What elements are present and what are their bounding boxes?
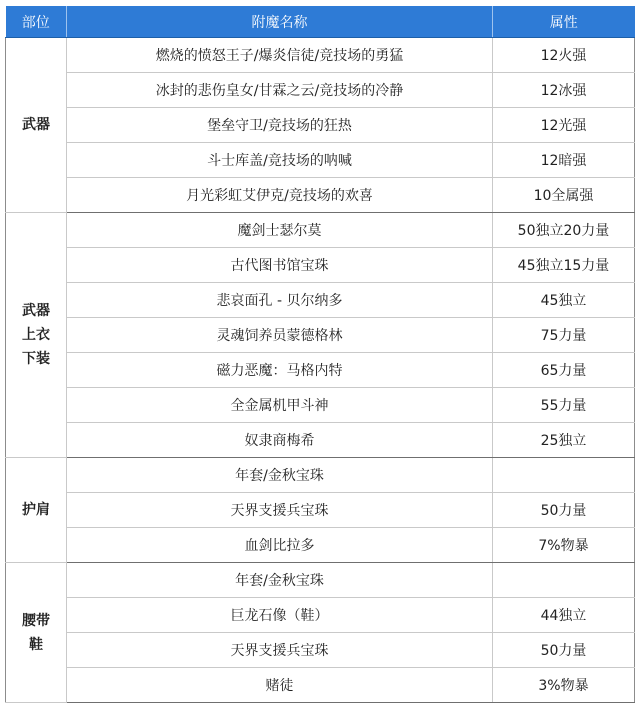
enchant-name-cell: 年套/金秋宝珠 (67, 458, 493, 493)
attribute-cell: 10全属强 (493, 178, 635, 213)
enchant-name-cell: 血剑比拉多 (67, 528, 493, 563)
header-name: 附魔名称 (67, 6, 493, 38)
attribute-cell: 12火强 (493, 38, 635, 73)
enchant-name-cell: 古代图书馆宝珠 (67, 248, 493, 283)
attribute-cell: 45独立 (493, 283, 635, 318)
table-row (6, 563, 635, 598)
enchant-name-cell: 巨龙石像（鞋） (67, 598, 493, 633)
slot-cell (6, 213, 67, 458)
header-row (6, 6, 635, 38)
slot-cell (6, 563, 67, 703)
table-row (6, 248, 635, 283)
table-row (6, 353, 635, 388)
attribute-cell: 55力量 (493, 388, 635, 423)
attribute-cell (493, 458, 635, 493)
slot-cell (6, 458, 67, 563)
table-row (6, 178, 635, 213)
attribute-cell: 50力量 (493, 633, 635, 668)
attribute-cell: 7%物暴 (493, 528, 635, 563)
table-row (6, 458, 635, 493)
attribute-cell: 50独立20力量 (493, 213, 635, 248)
attribute-cell: 12冰强 (493, 73, 635, 108)
header-slot: 部位 (6, 6, 67, 38)
enchant-name-cell: 冰封的悲伤皇女/甘霖之云/竞技场的冷静 (67, 73, 493, 108)
table-row (6, 213, 635, 248)
table-row (6, 388, 635, 423)
table-row (6, 38, 635, 73)
attribute-cell: 65力量 (493, 353, 635, 388)
enchant-name-cell: 月光彩虹艾伊克/竞技场的欢喜 (67, 178, 493, 213)
attribute-cell: 50力量 (493, 493, 635, 528)
enchant-name-cell: 斗士库盖/竞技场的呐喊 (67, 143, 493, 178)
slot-cell (6, 38, 67, 213)
enchant-table (5, 6, 635, 703)
attribute-cell (493, 563, 635, 598)
table-row (6, 143, 635, 178)
table-row (6, 283, 635, 318)
table-row (6, 633, 635, 668)
slot-label: 下装 (22, 351, 50, 367)
table-row (6, 318, 635, 353)
table-row (6, 493, 635, 528)
header-attr: 属性 (493, 6, 635, 38)
attribute-cell: 45独立15力量 (493, 248, 635, 283)
enchant-name-cell: 天界支援兵宝珠 (67, 493, 493, 528)
enchant-name-cell: 灵魂饲养员蒙德格林 (67, 318, 493, 353)
table-body (6, 38, 635, 703)
attribute-cell: 12暗强 (493, 143, 635, 178)
enchant-name-cell: 奴隶商梅希 (67, 423, 493, 458)
table-row (6, 528, 635, 563)
table-row (6, 108, 635, 143)
attribute-cell: 12光强 (493, 108, 635, 143)
table-row (6, 423, 635, 458)
attribute-cell: 75力量 (493, 318, 635, 353)
attribute-cell: 44独立 (493, 598, 635, 633)
enchant-name-cell: 年套/金秋宝珠 (67, 563, 493, 598)
slot-label: 鞋 (29, 636, 43, 653)
slot-label: 武器 (22, 303, 50, 319)
enchant-name-cell: 赌徒 (67, 668, 493, 703)
attribute-cell: 3%物暴 (493, 668, 635, 703)
enchant-name-cell: 燃烧的愤怒王子/爆炎信徒/竞技场的勇猛 (67, 38, 493, 73)
enchant-name-cell: 堡垒守卫/竞技场的狂热 (67, 108, 493, 143)
table-row (6, 73, 635, 108)
slot-label: 护肩 (22, 502, 50, 518)
enchant-name-cell: 魔剑士瑟尔莫 (67, 213, 493, 248)
attribute-cell: 25独立 (493, 423, 635, 458)
enchant-name-cell: 天界支援兵宝珠 (67, 633, 493, 668)
slot-label: 上衣 (22, 327, 50, 343)
enchant-name-cell: 全金属机甲斗神 (67, 388, 493, 423)
slot-label: 腰带 (22, 612, 50, 629)
table-row (6, 598, 635, 633)
slot-label: 武器 (22, 117, 50, 133)
enchant-name-cell: 悲哀面孔 - 贝尔纳多 (67, 283, 493, 318)
table-row (6, 668, 635, 703)
enchant-name-cell: 磁力恶魔：马格内特 (67, 353, 493, 388)
